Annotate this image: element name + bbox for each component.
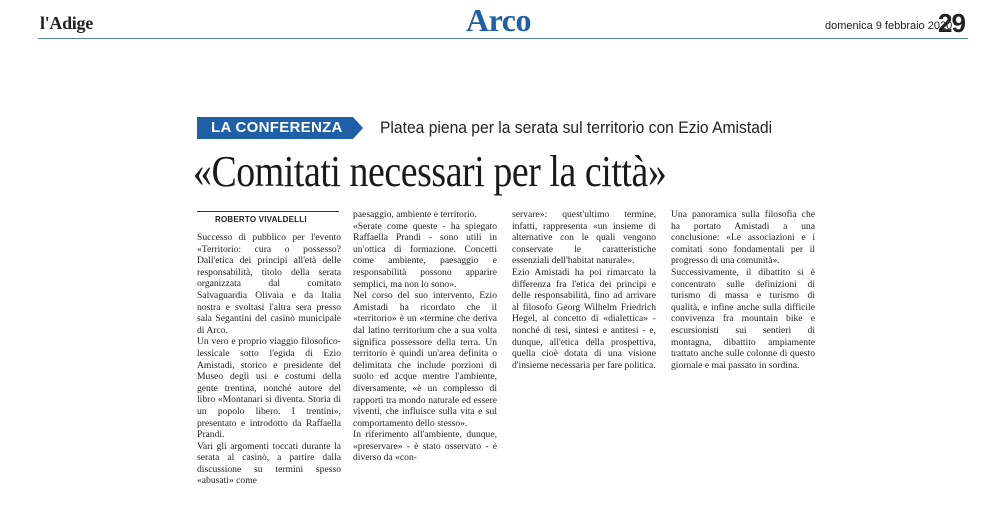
header-rule <box>38 38 968 39</box>
article-column-3 <box>512 209 656 489</box>
kicker: Platea piena per la serata sul territorio con Ezio Amistadi <box>380 118 773 137</box>
tag-arrow-icon <box>353 117 363 139</box>
paragraph: Una panoramica sulla filosofia che ha portato Amistadi a una conclusione: «Le associazioni e i comitati sono fondamentali per il progresso di una comunità». <box>671 209 815 267</box>
article-column-1 <box>197 232 341 512</box>
byline: ROBERTO VIVALDELLI <box>215 215 307 224</box>
byline-rule <box>197 211 339 212</box>
tag-label: LA CONFERENZA <box>211 119 343 136</box>
article-column-2 <box>353 209 497 489</box>
section-tag <box>197 117 367 139</box>
page-header <box>0 0 1008 46</box>
paragraph: servare»: quest'ultimo termine, infatti, rappresenta «un insieme di alternative con le quali vengono conservate le caratteristiche essenziali dell'habitat naturale». <box>512 209 656 267</box>
paragraph: paesaggio, ambiente e territorio. <box>353 209 477 220</box>
page-number: 29 <box>938 8 965 38</box>
section-title: Arco <box>466 2 531 38</box>
paragraph: Un vero e proprio viaggio filosofico-lessicale sotto l'egida di Ezio Amistadi, storico e presidente del Museo degli usi e costumi della gente trentina, nonché autore del libro «Montanari si diventa. Storia di un popolo libero. I trentini», presentato e introdotto da Raffaella Prandi. <box>197 336 341 441</box>
kicker-row <box>197 117 817 139</box>
paragraph: Successivamente, il dibattito si è concentrato sulle definizioni di turismo di massa e turismo di qualità, e infine anche sulla difficile convivenza fra mountain bike e escursionisti sui sentieri di montagna, dibattito ampiamente trattato anche sulle colonne di questo giornale e mai passato in sordina. <box>671 266 815 371</box>
paragraph: Vari gli argomenti toccati durante la serata al casinò, a partire dalla discussione su termini spesso «abusati» come <box>197 440 341 487</box>
paragraph: Ezio Amistadi ha poi rimarcato la differenza fra l'etica dei principi e delle responsabilità, fino ad arrivare al filosofo Georg Wilhelm Friedrich Hegel, al concetto di «dialettica» - nonché di tesi, sintesi e antitesi - e, dunque, all'etica della prospettiva, quella cioè dotata di una visione d'insieme necessaria per fare politica. <box>512 266 656 371</box>
paragraph: «Serate come queste - ha spiegato Raffaella Prandi - sono utili in un'ottica di formazione. Concetti come ambiente, paesaggio e responsabilità possono apparire semplici, ma non lo sono». <box>353 220 497 290</box>
paragraph: Nel corso del suo intervento, Ezio Amistadi ha ricordato che il «territorio» è un «termine che deriva dal latino territorium che a sua volta significa possessore della terra. Un territorio è quindi un'area definita o delimitata che include porzioni di suolo ed acque mentre l'ambiente, diversamente, «è un complesso di rapporti tra mondo naturale ed essere viventi, che influisce sulla vita e sul comportamento dello stesso». <box>353 290 497 429</box>
paragraph: In riferimento all'ambiente, dunque, «preservare» - è stato osservato - è diverso da «con- <box>353 429 497 464</box>
paragraph: Successo di pubblico per l'evento «Territorio: cura o possesso? Dall'etica dei principi all'età delle responsabilità, titolo della serata organizzata dal comitato Salvaguardia Olivaia e da Italia nostra e svoltasi l'altra sera presso sala Segantini del casinò municipale di Arco. <box>197 232 341 336</box>
headline: «Comitati necessari per la città» <box>193 147 667 196</box>
issue-date: domenica 9 febbraio 2020 <box>825 20 953 32</box>
article-column-4 <box>671 209 815 489</box>
masthead: l'Adige <box>40 13 93 33</box>
